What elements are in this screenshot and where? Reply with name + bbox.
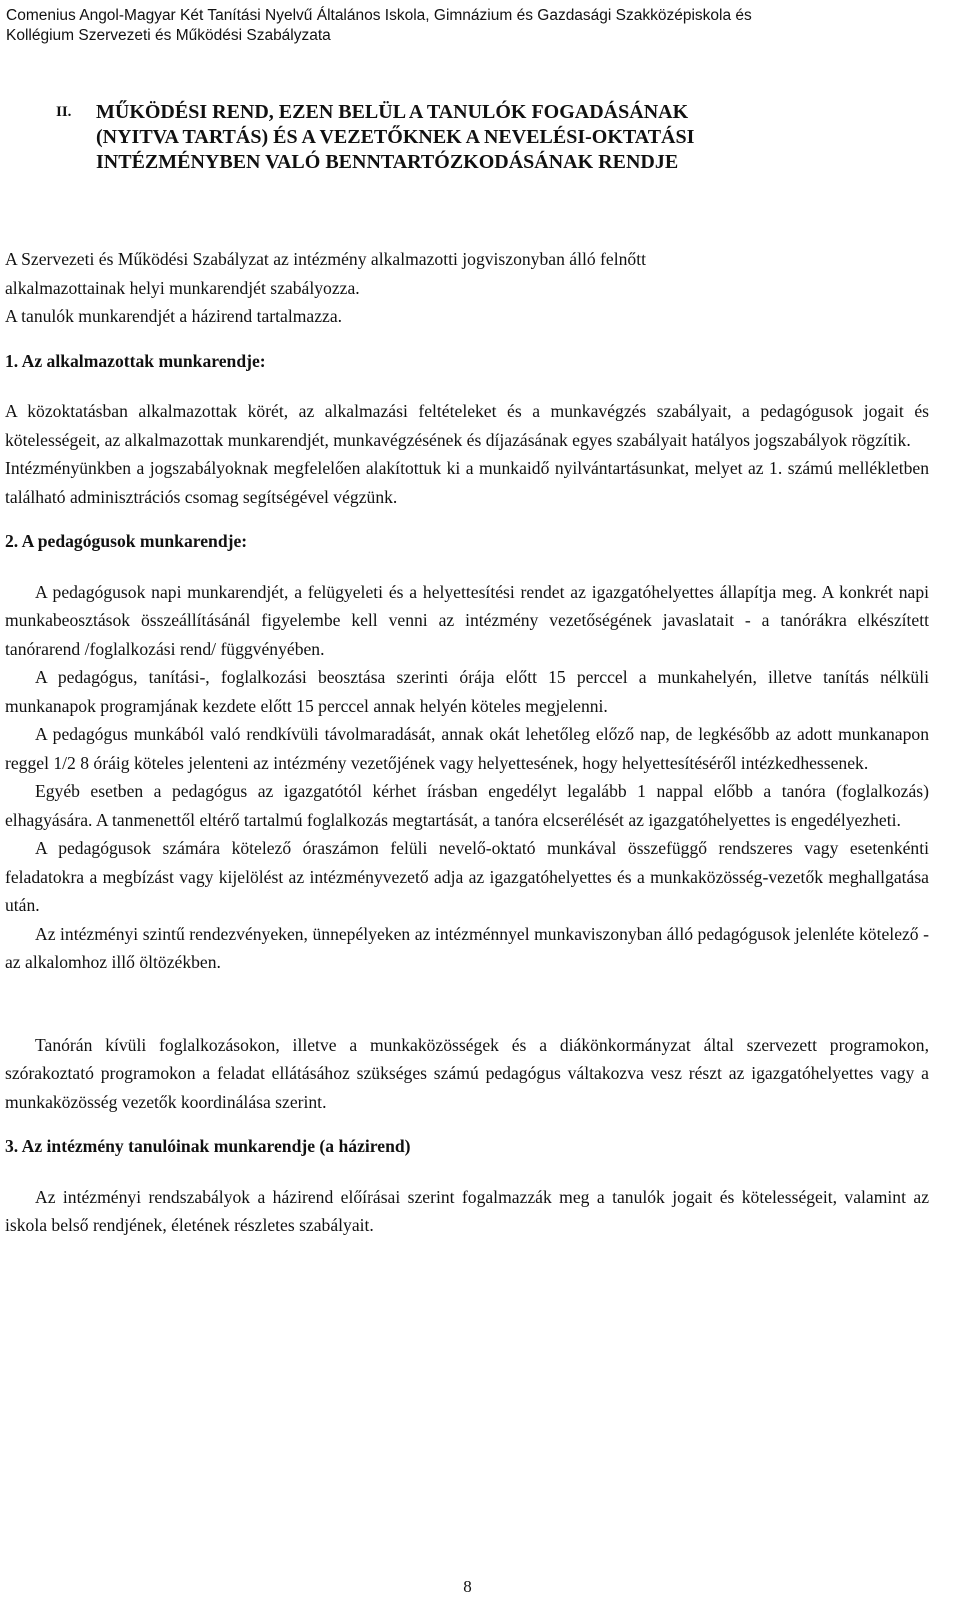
intro-paragraph bbox=[5, 245, 929, 331]
header-line-2: Kollégium Szervezeti és Működési Szabályzata bbox=[6, 27, 331, 44]
page-number: 8 bbox=[463, 1577, 472, 1596]
section-2-paragraph-2: A pedagógus, tanítási-, foglalkozási beosztása szerinti órája előtt 15 perccel a munkahelyén, illetve tanítás nélküli munkanapok programjának kezdete előtt 15 perccel annak helyén köteles megjelenni. bbox=[5, 667, 929, 716]
chapter-title-line-1: MŰKÖDÉSI REND, EZEN BELÜL A TANULÓK FOGADÁSÁNAK bbox=[96, 101, 689, 123]
section-3-paragraph-1: Az intézményi rendszabályok a házirend előírásai szerint fogalmazzák meg a tanulók jogait és kötelességeit, valamint az iskola belső rendjének, életének részletes szabályait. bbox=[5, 1186, 929, 1235]
chapter-title-line-2: (NYITVA TARTÁS) ÉS A VEZETŐKNEK A NEVELÉSI-OKTATÁSI bbox=[96, 126, 695, 148]
chapter-title-line-3: INTÉZMÉNYBEN VALÓ BENNTARTÓZKODÁSÁNAK RENDJE bbox=[96, 151, 679, 173]
section-2-heading: 2. A pedagógusok munkarendje: bbox=[5, 531, 248, 551]
chapter-title bbox=[96, 100, 876, 175]
chapter-number: II. bbox=[56, 104, 72, 120]
section-2-paragraph-4: Egyéb esetben a pedagógus az igazgatótól kérhet írásban engedélyt legalább 1 nappal előbb a tanóra (foglalkozás) elhagyására. A tanmenettől eltérő tartalmú foglalkozás megtartását, a tanóra elcserélését az igazgatóhelyettes is engedélyezheti. bbox=[5, 781, 929, 830]
section-1-paragraph-1: A közoktatásban alkalmazottak körét, az alkalmazási feltételeket és a munkavégzés szabályait, a pedagógusok jogait és kötelességeit, az alkalmazottak munkarendjét, munkavégzésének és díjazásának egyes szabályait hatályos jogszabályok rögzítik. bbox=[5, 401, 929, 450]
section-2-paragraph-7: Tanórán kívüli foglalkozásokon, illetve a munkaközösségek és a diákönkormányzat által szervezett programokon, szórakoztató programokon a feladat ellátásához szükséges számú pedagógus váltakozva vesz részt az igazgatóhelyettes vagy a munkaközösség vezetők koordinálása szerint. bbox=[5, 1034, 929, 1112]
section-2-paragraph-3: A pedagógus munkából való rendkívüli távolmaradását, annak okát lehetőleg előző nap, de legkésőbb az adott munkanapon reggel 1/2 8 óráig köteles jelenteni az intézmény vezetőjének vagy helyettesének, hogy helyettesítéséről intézkedhessenek. bbox=[5, 724, 929, 773]
section-1-paragraph-2: Intézményünkben a jogszabályoknak megfelelően alakítottuk ki a munkaidő nyilvántartásunkat, melyet az 1. számú mellékletben található adminisztrációs csomag segítségével végzünk. bbox=[5, 458, 929, 507]
document-header bbox=[6, 6, 946, 46]
section-2-paragraph-1: A pedagógusok napi munkarendjét, a felügyeleti és a helyettesítési rendet az igazgatóhelyettes állapítja meg. A konkrét napi munkabeosztások összeállításánál figyelembe kell venni az intézmény vezetőségének javaslatait - a tanórákra elkészített tanórarend /foglalkozási rend/ függvényében. bbox=[5, 581, 929, 659]
section-1-heading: 1. Az alkalmazottak munkarendje: bbox=[5, 350, 266, 371]
section-3-heading: 3. Az intézmény tanulóinak munkarendje (a házirend) bbox=[5, 1136, 411, 1156]
header-line-1: Comenius Angol-Magyar Két Tanítási Nyelvű Általános Iskola, Gimnázium és Gazdasági Szakközépiskola és bbox=[6, 7, 752, 24]
intro-line-1: A Szervezeti és Működési Szabályzat az intézmény alkalmazotti jogviszonyban álló felnőtt bbox=[5, 249, 646, 269]
section-2-paragraph-6: Az intézményi szintű rendezvényeken, ünnepélyeken az intézménnyel munkaviszonyban álló pedagógusok jelenléte kötelező - az alkalomhoz illő öltözékben. bbox=[5, 923, 929, 972]
intro-line-3: A tanulók munkarendjét a házirend tartalmazza. bbox=[5, 306, 343, 326]
document-body bbox=[5, 245, 929, 1240]
intro-line-2: alkalmazottainak helyi munkarendjét szabályozza. bbox=[5, 277, 360, 298]
section-2-paragraph-5: A pedagógusok számára kötelező óraszámon felüli nevelő-oktató munkával összefüggő rendszeres vagy esetenkénti feladatokra a megbízást vagy kijelölést az intézményvezető adja az igazgatóhelyettes és a munkaközösség-vezetők meghallgatása után. bbox=[5, 838, 929, 915]
